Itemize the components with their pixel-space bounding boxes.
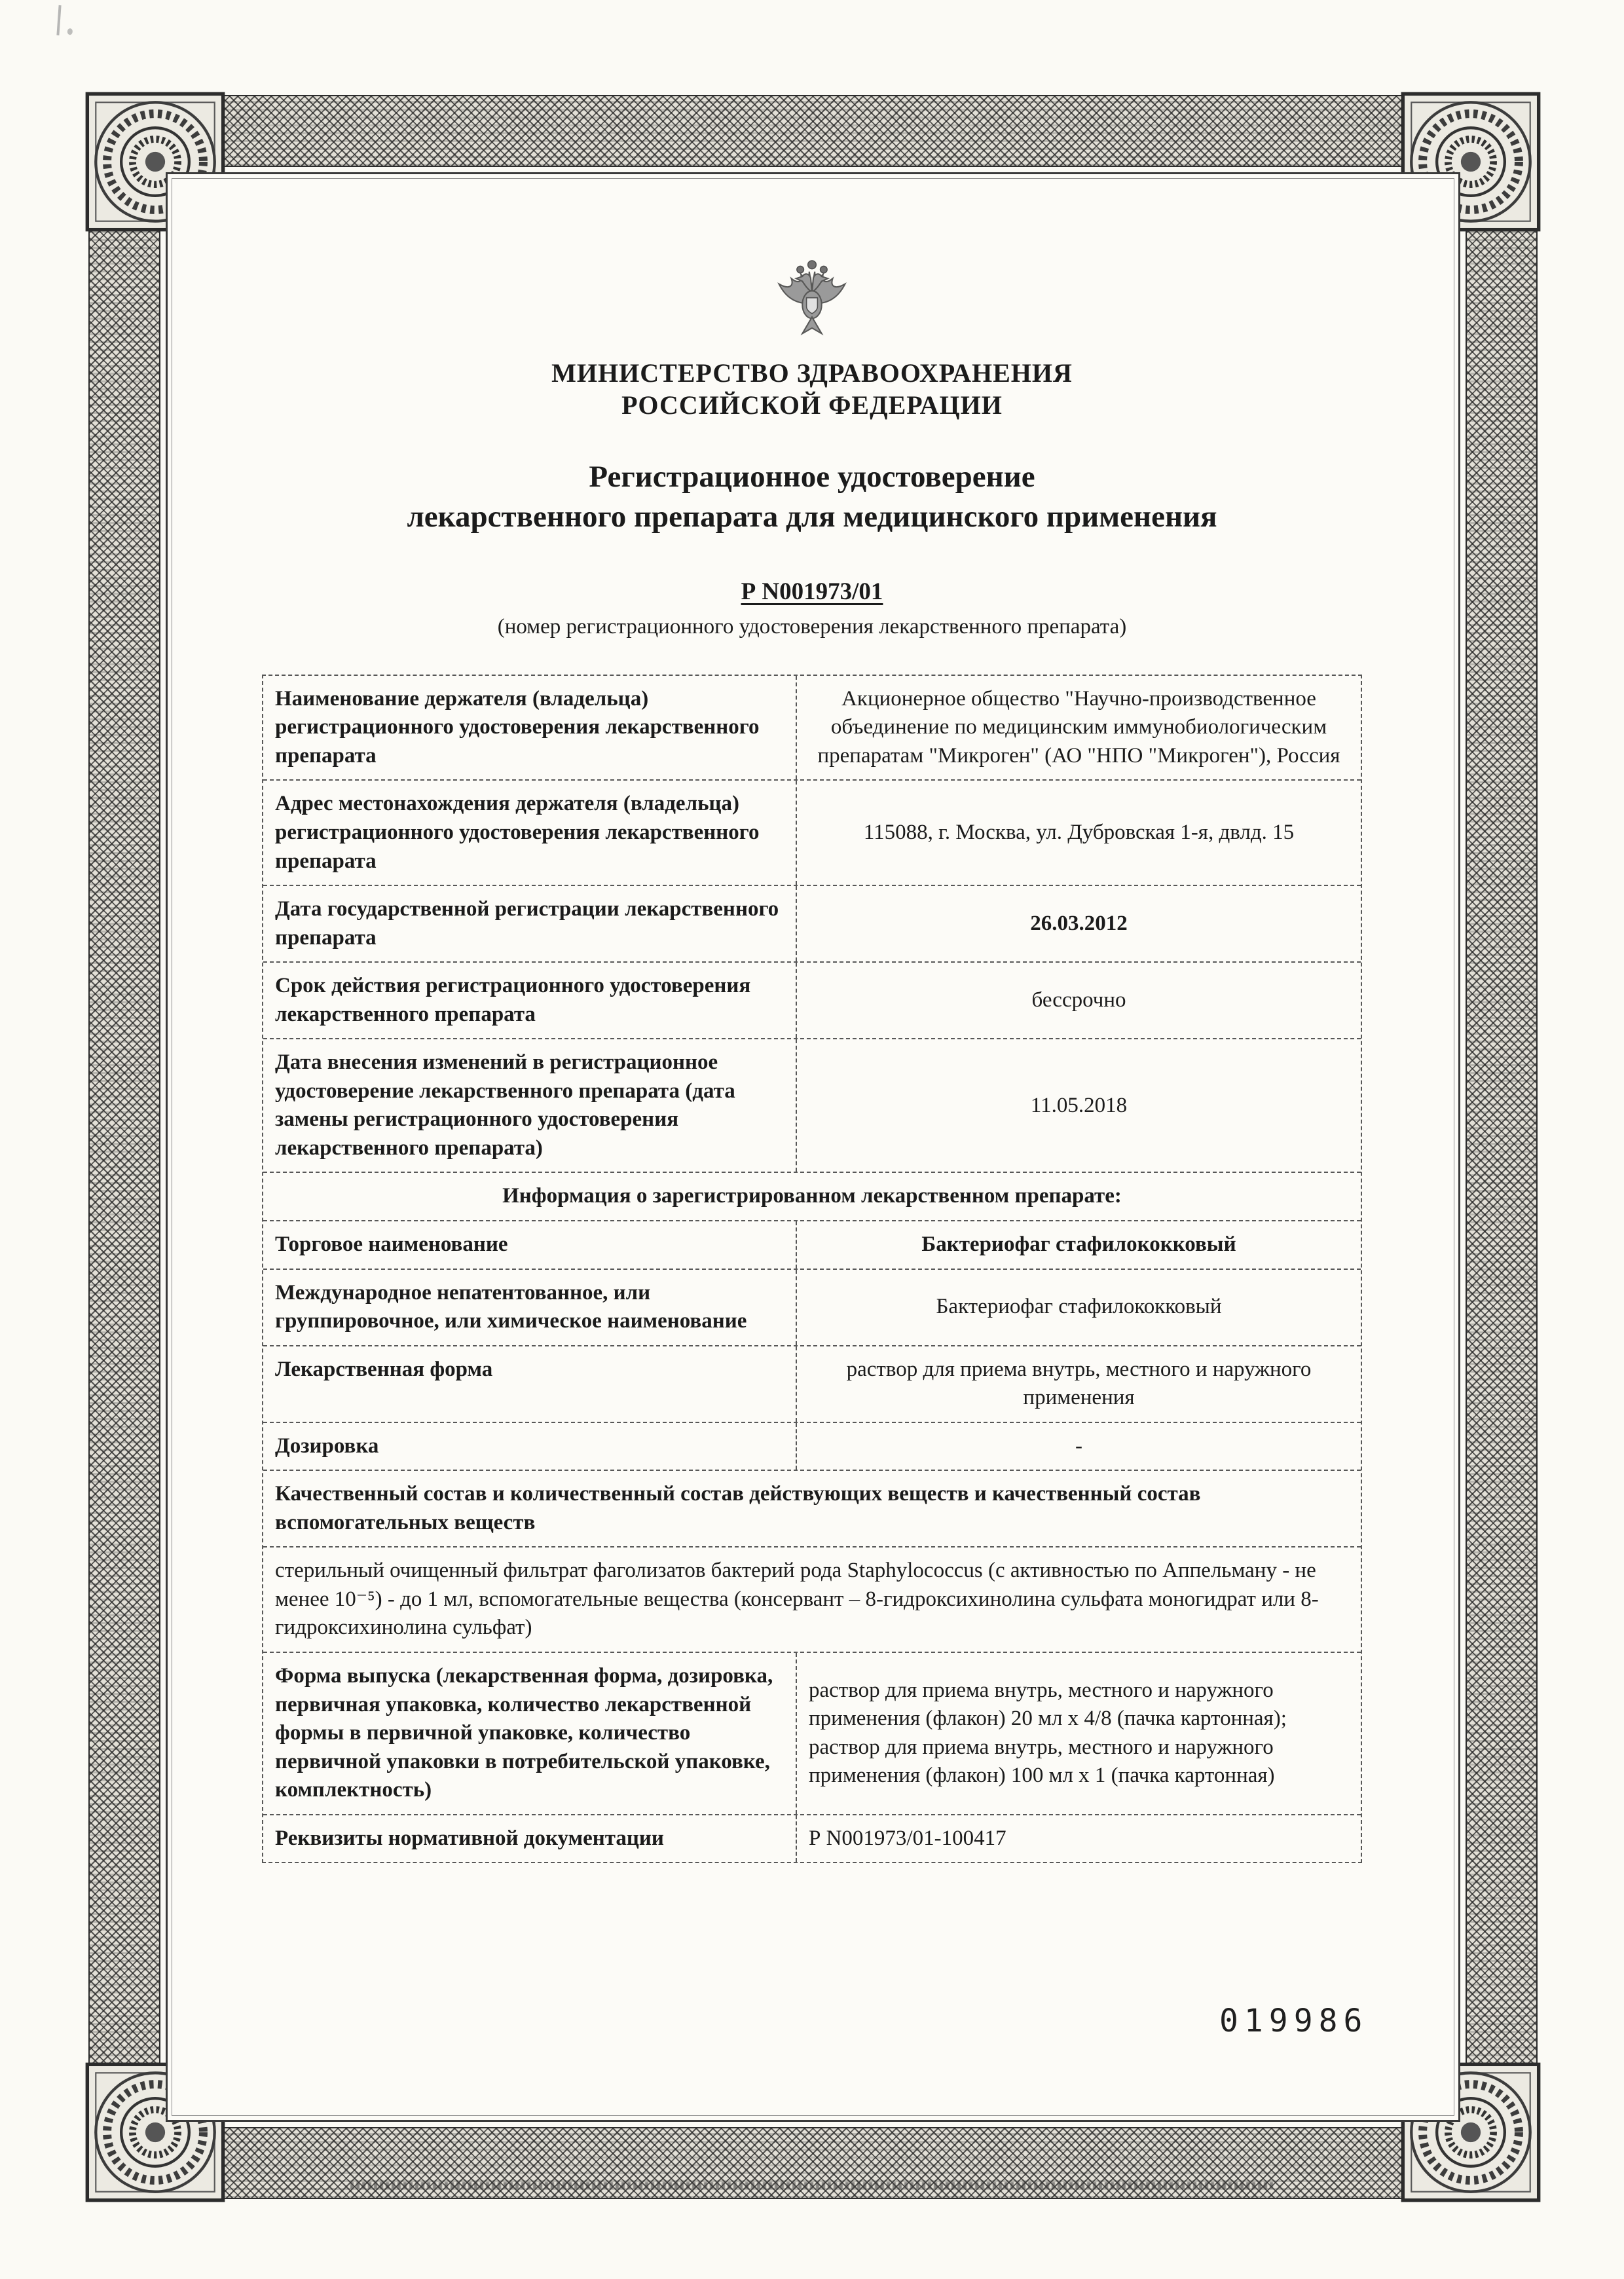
border-band-left	[88, 95, 160, 2199]
composition-text: стерильный очищенный фильтрат фаголизатов бактерий рода Staphylococcus (с активностью по Аппельману - не менее 10⁻⁵) - до 1 мл, вспомогательные вещества (консервант – 8-гидроксихинолина сульфата моногидрат или 8-гидроксихинолина сульфат)	[275, 1559, 1319, 1640]
document-title-line2: лекарственного препарата для медицинского применения	[407, 499, 1217, 534]
row-label: Срок действия регистрационного удостоверения лекарственного препарата	[263, 963, 797, 1038]
row-value: раствор для приема внутрь, местного и наружного применения (флакон) 20 мл х 4/8 (пачка картонная); раствор для приема внутрь, местного и наружного применения (флакон) 100 мл х 1 (пачка картонная)	[809, 1678, 1287, 1788]
section-title: Информация о зарегистрированном лекарственном препарате:	[502, 1184, 1122, 1208]
document-title	[262, 457, 1362, 537]
registration-number: Р N001973/01	[741, 578, 883, 605]
row-label: Дата внесения изменений в регистрационное удостоверение лекарственного препарата (дата замены регистрационного удостоверения лекарственного препарата)	[263, 1039, 797, 1172]
row-label: Реквизиты нормативной документации	[263, 1815, 797, 1862]
row-label: Дозировка	[263, 1423, 797, 1470]
table-heading-row	[263, 1471, 1361, 1547]
ministry-line2: РОССИЙСКОЙ ФЕДЕРАЦИИ	[621, 390, 1003, 420]
registration-table	[262, 675, 1362, 1864]
row-value: Бактериофаг стафилококковый	[921, 1232, 1236, 1256]
row-label: Адрес местонахождения держателя (владельца) регистрационного удостоверения лекарственного препарата	[263, 781, 797, 885]
table-row	[263, 676, 1361, 781]
table-row	[263, 781, 1361, 886]
ministry-name	[262, 358, 1362, 422]
table-section-row	[263, 1173, 1361, 1221]
ministry-line1: МИНИСТЕРСТВО ЗДРАВООХРАНЕНИЯ	[551, 358, 1073, 388]
table-row	[263, 1039, 1361, 1173]
row-value: 115088, г. Москва, ул. Дубровская 1-я, двлд. 15	[863, 820, 1295, 844]
row-value: Р N001973/01-100417	[809, 1826, 1006, 1850]
table-row	[263, 1221, 1361, 1270]
table-row	[263, 1346, 1361, 1423]
table-row	[263, 1423, 1361, 1472]
row-value: Бактериофаг стафилококковый	[936, 1295, 1222, 1319]
document-title-line1: Регистрационное удостоверение	[589, 459, 1035, 494]
border-band-right	[1466, 95, 1538, 2199]
table-row	[263, 963, 1361, 1039]
table-text-row	[263, 1547, 1361, 1653]
row-value: Акционерное общество "Научно-производственное объединение по медицинским иммунобиологическим препаратам "Микроген" (АО "НПО "Микроген"), Россия	[817, 686, 1340, 768]
row-value: раствор для приема внутрь, местного и наружного применения	[846, 1357, 1312, 1410]
row-value: бессрочно	[1031, 988, 1126, 1012]
row-label: Международное непатентованное, или группировочное, или химическое наименование	[263, 1270, 797, 1345]
table-row	[263, 1815, 1361, 1862]
pencil-mark	[56, 5, 61, 35]
row-label: Торговое наименование	[263, 1221, 797, 1269]
row-value: 26.03.2012	[1030, 911, 1128, 935]
row-label: Лекарственная форма	[263, 1346, 797, 1422]
row-value: 11.05.2018	[1030, 1093, 1128, 1117]
row-label: Наименование держателя (владельца) регистрационного удостоверения лекарственного препарата	[263, 676, 797, 780]
row-value: -	[1075, 1434, 1082, 1458]
certificate-content	[262, 0, 1362, 1863]
table-row	[263, 886, 1361, 963]
composition-heading: Качественный состав и количественный состав действующих веществ и качественный состав вспомогательных веществ	[275, 1482, 1201, 1534]
registration-number-caption: (номер регистрационного удостоверения лекарственного препарата)	[497, 614, 1127, 639]
row-label: Дата государственной регистрации лекарственного препарата	[263, 886, 797, 961]
border-band-bottom	[88, 2127, 1538, 2199]
table-row	[263, 1270, 1361, 1346]
serial-number: 019986	[1219, 2003, 1369, 2039]
coat-of-arms-icon	[771, 257, 853, 347]
table-row	[263, 1653, 1361, 1815]
row-label: Форма выпуска (лекарственная форма, дозировка, первичная упаковка, количество лекарственной формы в первичной упаковке, количество первичной упаковки в потребительской упаковке, комплектность)	[263, 1653, 797, 1814]
